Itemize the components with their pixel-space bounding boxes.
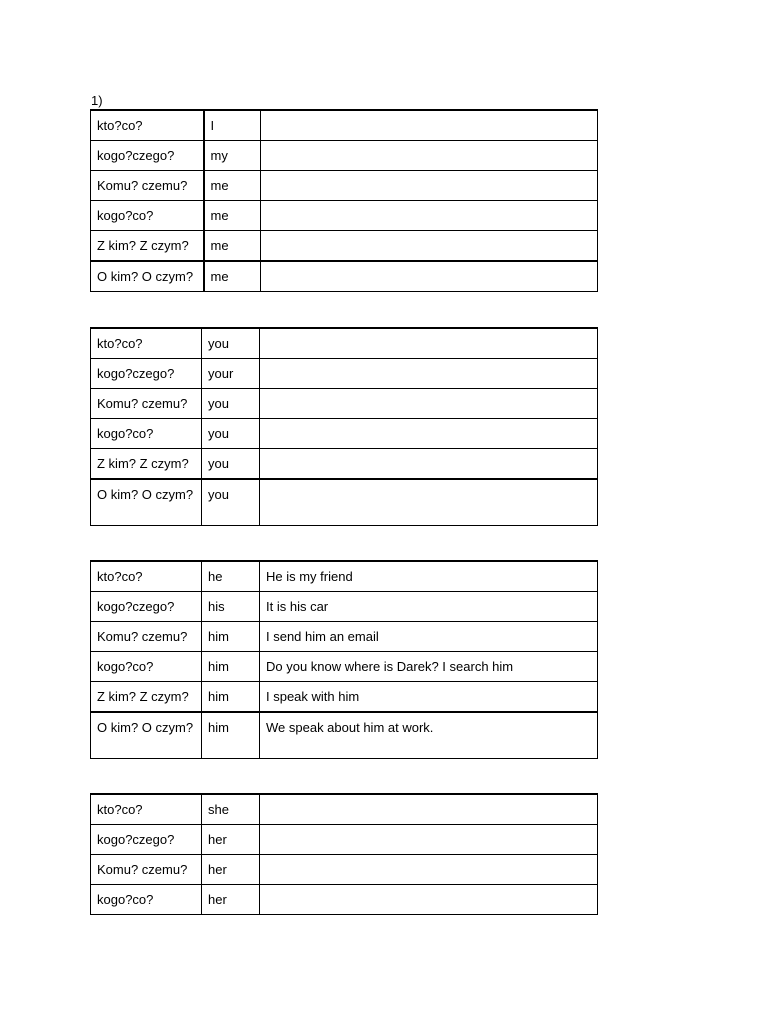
example-cell[interactable]: Do you know where is Darek? I search him [260,652,598,682]
pronoun-cell: your [202,359,260,389]
question-cell: Z kim? Z czym? [91,449,202,480]
pronoun-cell: him [202,652,260,682]
pronoun-table-he [90,560,598,759]
example-cell[interactable]: I speak with him [260,682,598,713]
example-cell[interactable] [261,261,598,292]
pronoun-table-you [90,327,598,526]
section-number: 1) [91,93,103,108]
pronoun-cell: you [202,479,260,525]
pronoun-cell: you [202,449,260,480]
question-cell: kogo?czego? [91,141,204,171]
question-cell: kogo?co? [91,652,202,682]
table-row [91,682,598,713]
example-cell[interactable] [261,141,598,171]
example-cell[interactable] [260,419,598,449]
example-cell[interactable] [260,449,598,480]
question-cell: kto?co? [91,794,202,825]
table-row [91,592,598,622]
pronoun-cell: me [204,231,261,262]
table-row [91,652,598,682]
pronoun-cell: her [202,825,260,855]
table-row [91,561,598,592]
question-cell: kogo?co? [91,201,204,231]
example-cell[interactable]: It is his car [260,592,598,622]
example-cell[interactable] [261,201,598,231]
question-cell: kogo?czego? [91,592,202,622]
table-row [91,479,598,525]
question-cell: kto?co? [91,110,204,141]
question-cell: kto?co? [91,561,202,592]
table-row [91,141,598,171]
question-cell: Komu? czemu? [91,622,202,652]
example-cell[interactable] [260,389,598,419]
example-cell[interactable] [260,328,598,359]
example-cell[interactable] [260,359,598,389]
table-row [91,712,598,758]
example-cell[interactable] [260,825,598,855]
pronoun-cell: him [202,682,260,713]
question-cell: kogo?co? [91,885,202,915]
question-cell: Komu? czemu? [91,171,204,201]
question-cell: kogo?co? [91,419,202,449]
pronoun-cell: you [202,389,260,419]
question-cell: kogo?czego? [91,825,202,855]
pronoun-cell: me [204,201,261,231]
pronoun-cell: his [202,592,260,622]
example-cell[interactable] [260,855,598,885]
pronoun-cell: my [204,141,261,171]
example-cell[interactable] [260,794,598,825]
pronoun-table-she [90,793,598,915]
table-row [91,110,598,141]
pronoun-cell: him [202,712,260,758]
pronoun-cell: you [202,419,260,449]
example-cell[interactable]: He is my friend [260,561,598,592]
table-row [91,794,598,825]
table-row [91,231,598,262]
question-cell: Komu? czemu? [91,389,202,419]
question-cell: kogo?czego? [91,359,202,389]
question-cell: O kim? O czym? [91,479,202,525]
pronoun-table-i [90,109,598,292]
pronoun-cell: me [204,261,261,292]
question-cell: O kim? O czym? [91,261,204,292]
pronoun-cell: she [202,794,260,825]
pronoun-cell: you [202,328,260,359]
pronoun-cell: I [204,110,261,141]
pronoun-cell: him [202,622,260,652]
table-row [91,855,598,885]
example-cell[interactable] [261,231,598,262]
pronoun-cell: he [202,561,260,592]
table-row [91,449,598,480]
table-row [91,825,598,855]
table-row [91,359,598,389]
table-row [91,885,598,915]
table-row [91,261,598,292]
example-cell[interactable]: I send him an email [260,622,598,652]
table-row [91,201,598,231]
table-row [91,389,598,419]
pronoun-cell: her [202,855,260,885]
table-row [91,419,598,449]
question-cell: Z kim? Z czym? [91,682,202,713]
question-cell: O kim? O czym? [91,712,202,758]
question-cell: kto?co? [91,328,202,359]
question-cell: Z kim? Z czym? [91,231,204,262]
pronoun-cell: her [202,885,260,915]
table-row [91,328,598,359]
pronoun-cell: me [204,171,261,201]
example-cell[interactable] [260,885,598,915]
question-cell: Komu? czemu? [91,855,202,885]
table-row [91,622,598,652]
example-cell[interactable] [261,110,598,141]
example-cell[interactable]: We speak about him at work. [260,712,598,758]
table-row [91,171,598,201]
example-cell[interactable] [261,171,598,201]
example-cell[interactable] [260,479,598,525]
